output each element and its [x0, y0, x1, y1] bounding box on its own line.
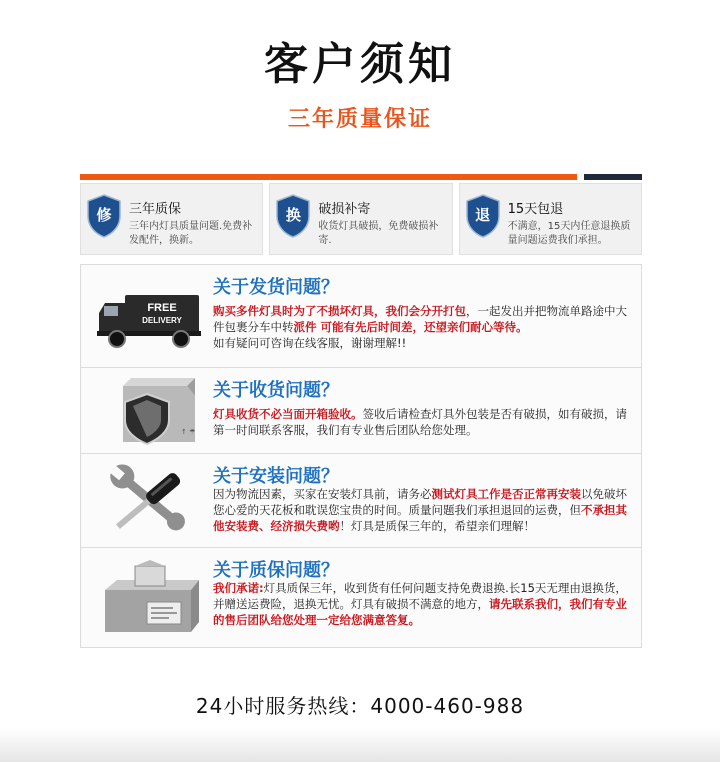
faq-body: 我们承诺:灯具质保三年，收到货有任何问题支持免费退换.长15天无理由退换货，并赠送运费险，退换无忧。灯具有破损不满意的地方，请先联系我们，我们有专业的售后团队给您处理一定给您满意答复。 [213, 581, 627, 627]
guarantee-desc: 收货灯具破损，免费破损补寄. [318, 221, 439, 246]
faq-body: 因为物流因素，买家在安装灯具前，请务必测试灯具工作是否正常再安装以免破坏您心爱的天花板和耽误您宝贵的时间。质量问题我们承担退回的运费，但不承担其他安装费、经济损失费哟！灯具是质保三年的，希望亲们理解！ [213, 487, 627, 533]
return-shield-icon: 退 [466, 194, 500, 238]
guarantee-title: 15天包退 [507, 202, 564, 217]
faq-title: 关于发货问题？ [213, 277, 339, 298]
faq-body: 购买多件灯具时为了不损坏灯具，我们会分开打包，一起发出并把物流单路途中大件包裹分车中转派件 可能有先后时间差，还望亲们耐心等待。 如有疑问可咨询在线客服，谢谢理解!! [213, 304, 627, 350]
svg-text:↑ ☂: ↑ ☂ [181, 428, 196, 436]
guarantee-desc: 不满意，15天内任意退换质量问题运费我们承担。 [507, 221, 631, 246]
guarantee-title: 破损补寄 [318, 202, 371, 217]
page-subtitle: 三年质量保证 [287, 107, 432, 132]
truck-text-delivery: DELIVERY [142, 316, 182, 325]
exchange-shield-icon: 换 [276, 194, 310, 238]
faq-receiving [80, 368, 642, 454]
top-divider [80, 174, 642, 180]
warranty-box-icon [95, 560, 205, 638]
package-shield-icon [95, 376, 205, 448]
service-hotline [0, 690, 720, 719]
divider-dark [584, 174, 642, 180]
faq-title: 关于质保问题？ [213, 560, 339, 581]
faq-installation [80, 454, 642, 548]
hotline-number[interactable]: 4000-460-988 [370, 694, 525, 718]
faq-body: 灯具收货不必当面开箱验收。签收后请检查灯具外包装是否有破损，如有破损，请第一时间联系客服，我们有专业售后团队给您处理。 [213, 407, 627, 437]
hotline-label: 24小时服务热线 [195, 694, 350, 718]
wrench-screwdriver-icon [95, 464, 205, 538]
guarantee-title: 三年质保 [129, 202, 182, 217]
bottom-fade [0, 728, 720, 762]
faq-title: 关于安装问题？ [213, 466, 339, 487]
faq-title: 关于收货问题？ [213, 380, 339, 401]
faq-warranty [80, 548, 642, 648]
divider-orange [80, 174, 577, 180]
guarantee-desc: 三年内灯具质量问题.免费补发配件，换新。 [129, 221, 253, 246]
repair-shield-icon: 修 [87, 194, 121, 238]
guarantee-repair [80, 183, 263, 255]
guarantee-return [459, 183, 642, 255]
faq-shipping [80, 264, 642, 368]
free-delivery-truck-icon [95, 291, 205, 351]
page-title: 客户须知 [264, 39, 456, 90]
hotline-separator: ： [349, 694, 371, 718]
guarantee-row [80, 183, 642, 255]
truck-text-free: FREE [147, 302, 177, 314]
guarantee-exchange [269, 183, 452, 255]
